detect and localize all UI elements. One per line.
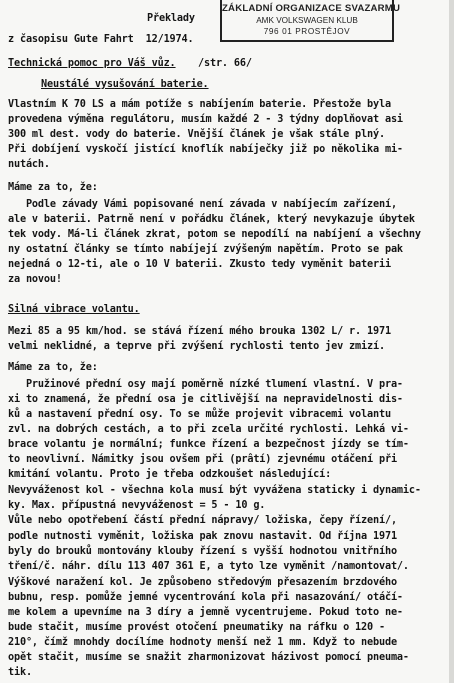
article2-answer-line: Pružinové přední osy mají poměrně nízké tlumení vlastní. V pra-	[8, 379, 403, 390]
article1-answer-line: Podle závady Vámi popisované není závada v nabíjecím zařízení,	[8, 199, 397, 210]
article2-answer-line: byly do brouků montovány klouby řízení s vyšší hodnotou vnitřního	[8, 546, 397, 557]
article2-answer-line: opět stačit, musíme se snažit zharmonizovat házivost pomocí pneuma-	[8, 652, 409, 663]
article2-answer-line: bubnu, resp. pomůže jemné vycentrování kola při nasazování/ otáčí-	[8, 592, 403, 603]
article2-answer-line: brace volantu je normální; funkce řízení a bezpečnost jízdy se tím-	[8, 439, 409, 450]
article2-answer-label: Máme za to, že:	[8, 362, 98, 373]
article2-answer-line: 210°, čímž mnohdy docílíme hodnoty menší než 1 mm. Když to nebude	[8, 637, 397, 648]
article1-answer-line: tek vody. Má-li článek zkrat, potom se nepodílí na nabíjení a všechny	[8, 229, 421, 240]
article1-line: nutách.	[8, 159, 50, 170]
article2-line: Mezi 85 a 95 km/hod. se stává řízení mého brouka 1302 L/ r. 1971	[8, 326, 391, 337]
article1-line: Při dobíjení vyskočí jistící knoflík nabíječky již po několika mi-	[8, 144, 403, 155]
article2-answer-line: me kolem a upevníme na 3 díry a jemně vycentrujeme. Pokud toto ne-	[8, 607, 403, 618]
organization-stamp	[220, 0, 401, 42]
article2-answer-line: ků a nastavení přední osy. To se může projevit vibracemi volantu	[8, 409, 391, 420]
article1-line: Vlastním K 70 LS a mám potíže s nabíjením baterie. Přestože byla	[8, 99, 391, 110]
article2-answer-line: ky. Max. přípustná nevyváženost = 5 - 10 g.	[8, 500, 266, 511]
article2-answer-line: to neovlivní. Námitky jsou ovšem při (prâtí) zjevnému otáčení při	[8, 454, 397, 465]
header-source: z časopisu Gute Fahrt 12/1974.	[8, 34, 194, 45]
article2-title: Silná vibrace volantu.	[8, 304, 140, 315]
article1-answer-line: za novou!	[8, 274, 62, 285]
article2-answer-line: xi to znamená, že přední osa je citlivější na nepravidelnosti dis-	[8, 394, 403, 405]
article1-line: 300 ml dest. vody do baterie. Vnější článek je však stále plný.	[8, 129, 385, 140]
article2-answer-line: zvl. na dobrých cestách, a to při zcela určité rychlosti. Lehká vi-	[8, 424, 409, 435]
stamp-line-3: 796 01 PROSTĚJOV	[263, 27, 351, 36]
article1-answer-line: ale v baterii. Patrně není v pořádku článek, který nevykazuje úbytek	[8, 214, 415, 225]
article2-answer-line: Vůle nebo opotřebení částí přední nápravy/ ložiska, čepy řízení/,	[8, 515, 397, 526]
article2-answer-line: podle nutnosti vyměnit, ložiska pak znovu nastavit. Od října 1971	[8, 531, 397, 542]
article2-answer-line: tření/č. náhr. dílu 113 407 361 E, a tyto lze vyměnit /namontovat/.	[8, 561, 409, 572]
section-page-ref: /str. 66/	[198, 58, 252, 69]
article1-answer-label: Máme za to, že:	[8, 182, 98, 193]
scan-edge	[449, 0, 454, 683]
article1-answer-line: ny ostatní články se tímto nabíjejí zvýšeným napětím. Proto se pak	[8, 244, 403, 255]
article2-answer-line: kmitání volantu. Proto je třeba odzkoušet následující:	[8, 469, 332, 480]
stamp-line-1: ZÁKLADNÍ ORGANIZACE SVAZARMU	[222, 3, 401, 14]
article2-answer-line: Výškové naražení kol. Je způsobeno středovým přesazením brzdového	[8, 577, 397, 588]
article2-line: velmi neklidné, a teprve při zvýšení rychlosti tento jev zmizí.	[8, 341, 385, 352]
article2-answer-line: bude stačit, musíme provést otočení pneumatiky na ráfku o 120 -	[8, 622, 385, 633]
header-title: Překlady	[147, 13, 195, 24]
article1-line: provedena výměna regulátoru, musím každé 2 - 3 týdny doplňovat asi	[8, 114, 403, 125]
stamp-line-2: AMK VOLKSWAGEN KLUB	[256, 16, 358, 25]
article1-answer-line: nejedná o 12-ti, ale o 10 V baterii. Zkusto tedy vyměnit baterii	[8, 259, 391, 270]
section-title: Technická pomoc pro Váš vůz.	[8, 58, 176, 69]
article1-title: Neustálé vysušování baterie.	[41, 79, 209, 90]
article2-answer-line: tik.	[8, 667, 32, 678]
article2-answer-line: Nevyváženost kol - všechna kola musí být vyvážena staticky i dynamic-	[8, 485, 421, 496]
